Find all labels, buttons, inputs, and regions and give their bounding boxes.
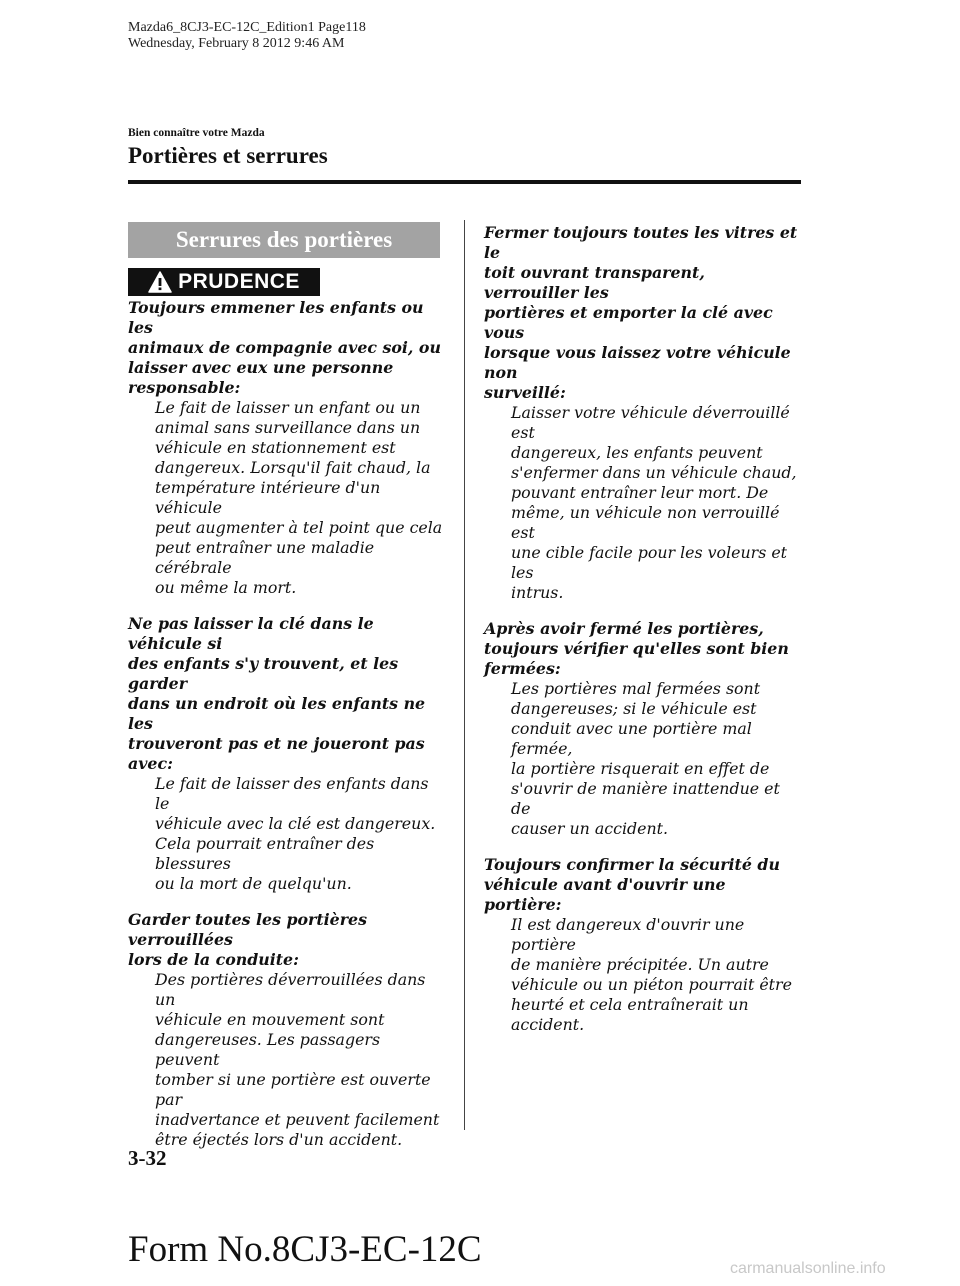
warning-item (484, 223, 802, 603)
caution-label: PRUDENCE (178, 270, 300, 293)
warnings-column-right (484, 223, 802, 1051)
breadcrumb: Bien connaître votre Mazda (128, 127, 265, 139)
warning-body: Le fait de laisser un enfant ou un animal sans surveillance dans un véhicule en stationnement est dangereux. Lorsqu'il fait chaud, la température intérieure d'un véhicule peut augmenter à tel point que cela peut entraîner une maladie cérébrale ou même la mort. (155, 398, 443, 597)
column-divider (464, 220, 465, 1130)
print-header (128, 20, 366, 52)
warning-title: Garder toutes les portières verrouillées lors de la conduite: (128, 910, 367, 969)
warning-title: Fermer toujours toutes les vitres et le toit ouvrant transparent, verrouiller les portières et emporter la clé avec vous lorsque vous laissez votre véhicule non surveillé: (484, 223, 798, 402)
title-rule (128, 180, 801, 184)
section-title: Serrures des portières (128, 222, 440, 258)
warning-body: Le fait de laisser des enfants dans le véhicule avec la clé est dangereux. Cela pourrait entraîner des blessures ou la mort de quelqu'un. (155, 774, 436, 893)
page-number: 3-32 (128, 1146, 167, 1170)
warning-item (128, 298, 446, 598)
print-header-date: Wednesday, February 8 2012 9:46 AM (128, 36, 345, 51)
warning-title: Toujours confirmer la sécurité du véhicule avant d'ouvrir une portière: (484, 855, 780, 914)
warning-title: Toujours emmener les enfants ou les animaux de compagnie avec soi, ou laisser avec eux une personne responsable: (128, 298, 441, 397)
warning-item (484, 619, 802, 839)
warning-body: Il est dangereux d'ouvrir une portière de manière précipitée. Un autre véhicule ou un piéton pourrait être heurté et cela entraînerait un accident. (511, 915, 792, 1034)
warning-item (128, 614, 446, 894)
warnings-column-left (128, 298, 446, 1166)
warning-body: Laisser votre véhicule déverrouillé est dangereux, les enfants peuvent s'enfermer dans un véhicule chaud, pouvant entraîner leur mort. De même, un véhicule non verrouillé est une cible facile pour les voleurs et les intrus. (511, 403, 797, 602)
warning-item (484, 855, 802, 1035)
caution-bar (128, 268, 320, 296)
warning-icon (148, 271, 172, 293)
page-title: Portières et serrures (128, 143, 328, 168)
warning-body: Des portières déverrouillées dans un véhicule en mouvement sont dangereuses. Les passagers peuvent tomber si une portière est ouverte par inadvertance et peuvent facilement être éjectés lors d'un accident. (155, 970, 440, 1149)
watermark: carmanualsonline.info (730, 1260, 886, 1277)
warning-title: Ne pas laisser la clé dans le véhicule si des enfants s'y trouvent, et les garder dans un endroit où les enfants ne les trouveront pas et ne joueront pas avec: (128, 614, 426, 773)
form-number: Form No.8CJ3-EC-12C (128, 1229, 482, 1270)
warning-item (128, 910, 446, 1150)
warning-title: Après avoir fermé les portières, toujours vérifier qu'elles sont bien fermées: (484, 619, 789, 678)
warning-body: Les portières mal fermées sont dangereuses; si le véhicule est conduit avec une portière mal fermée, la portière risquerait en effet de s'ouvrir de manière inattendue et de causer un accident. (511, 679, 780, 838)
print-header-file: Mazda6_8CJ3-EC-12C_Edition1 Page118 (128, 20, 366, 35)
